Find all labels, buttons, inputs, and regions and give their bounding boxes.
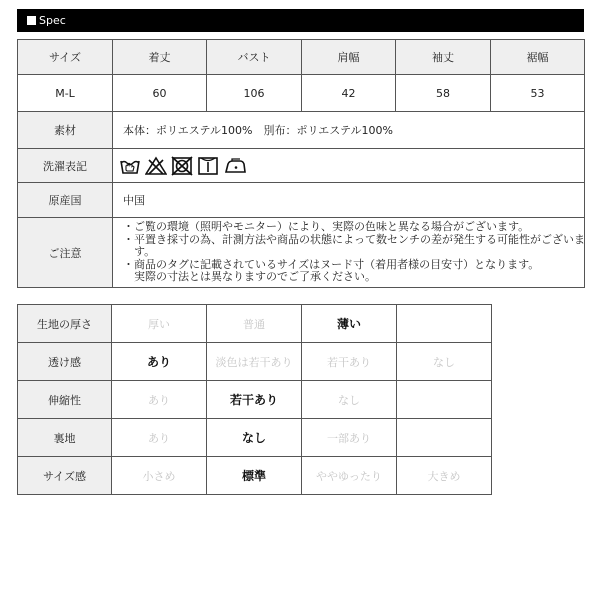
feel-option: 厚い — [112, 305, 207, 343]
size-label: サイズ — [18, 40, 113, 75]
no-tumble-dry-icon — [171, 156, 193, 176]
feel-option: なし — [302, 381, 397, 419]
fabric-feel-table — [17, 304, 492, 495]
value-sleeve: 58 — [396, 75, 491, 112]
notes-row — [18, 218, 585, 288]
feel-option — [397, 305, 492, 343]
note-line: ・商品のタグに記載されているサイズはヌード寸（着用者様の目安寸）となります。 — [123, 257, 540, 271]
value-hem: 53 — [491, 75, 585, 112]
feel-option — [397, 381, 492, 419]
feel-option: 淡色は若干あり — [207, 343, 302, 381]
square-icon — [27, 16, 36, 25]
feel-option: 大きめ — [397, 457, 492, 495]
note-line: す。 — [123, 245, 156, 259]
feel-option: 小さめ — [112, 457, 207, 495]
feel-option-selected: 薄い — [302, 305, 397, 343]
value-length: 60 — [113, 75, 207, 112]
origin-label: 原産国 — [18, 183, 113, 218]
column-hem: 裾幅 — [491, 40, 585, 75]
feel-row-label: 生地の厚さ — [18, 305, 112, 343]
column-shoulder: 肩幅 — [302, 40, 396, 75]
feel-row — [18, 305, 492, 343]
notes-label: ご注意 — [18, 218, 113, 288]
washing-label: 洗濯表記 — [18, 149, 113, 183]
line-dry-icon — [197, 156, 219, 176]
note-line: ・平置き採寸の為、計測方法や商品の状態によって数センチの差が発生する可能性がございま — [123, 232, 585, 246]
feel-option-selected: なし — [207, 419, 302, 457]
feel-row-label: 透け感 — [18, 343, 112, 381]
size-header-row — [18, 40, 585, 75]
feel-option-selected: 若干あり — [207, 381, 302, 419]
spec-title: Spec — [39, 14, 66, 27]
feel-row — [18, 381, 492, 419]
no-bleach-icon — [145, 156, 167, 176]
feel-option — [397, 419, 492, 457]
washing-icons-cell — [113, 149, 585, 183]
feel-row — [18, 457, 492, 495]
feel-option: 若干あり — [302, 343, 397, 381]
iron-low-icon — [223, 156, 247, 176]
feel-option: なし — [397, 343, 492, 381]
feel-row — [18, 419, 492, 457]
feel-option: 一部あり — [302, 419, 397, 457]
feel-option: あり — [112, 419, 207, 457]
origin-value: 中国 — [113, 183, 585, 218]
note-line: ・ご覧の環境（照明やモニター）により、実際の色味と異なる場合がございます。 — [123, 220, 530, 234]
origin-row — [18, 183, 585, 218]
feel-row-label: 伸縮性 — [18, 381, 112, 419]
column-bust: バスト — [207, 40, 302, 75]
feel-option: 普通 — [207, 305, 302, 343]
feel-row-label: 裏地 — [18, 419, 112, 457]
note-line: 実際の寸法とは異なりますのでご了承ください。 — [123, 270, 376, 284]
spec-header — [17, 9, 584, 32]
size-value: M-L — [18, 75, 113, 112]
material-value: 本体：ポリエステル100% 別布：ポリエステル100% — [113, 112, 585, 149]
size-values-row — [18, 75, 585, 112]
feel-row-label: サイズ感 — [18, 457, 112, 495]
spec-table — [17, 39, 585, 288]
feel-option-selected: あり — [112, 343, 207, 381]
washing-row — [18, 149, 585, 183]
notes-text — [113, 218, 585, 288]
hand-wash-icon — [119, 156, 141, 176]
feel-option: あり — [112, 381, 207, 419]
feel-option-selected: 標準 — [207, 457, 302, 495]
value-shoulder: 42 — [302, 75, 396, 112]
column-sleeve: 袖丈 — [396, 40, 491, 75]
feel-option: ややゆったり — [302, 457, 397, 495]
material-label: 素材 — [18, 112, 113, 149]
material-row — [18, 112, 585, 149]
value-bust: 106 — [207, 75, 302, 112]
column-length: 着丈 — [113, 40, 207, 75]
feel-row — [18, 343, 492, 381]
